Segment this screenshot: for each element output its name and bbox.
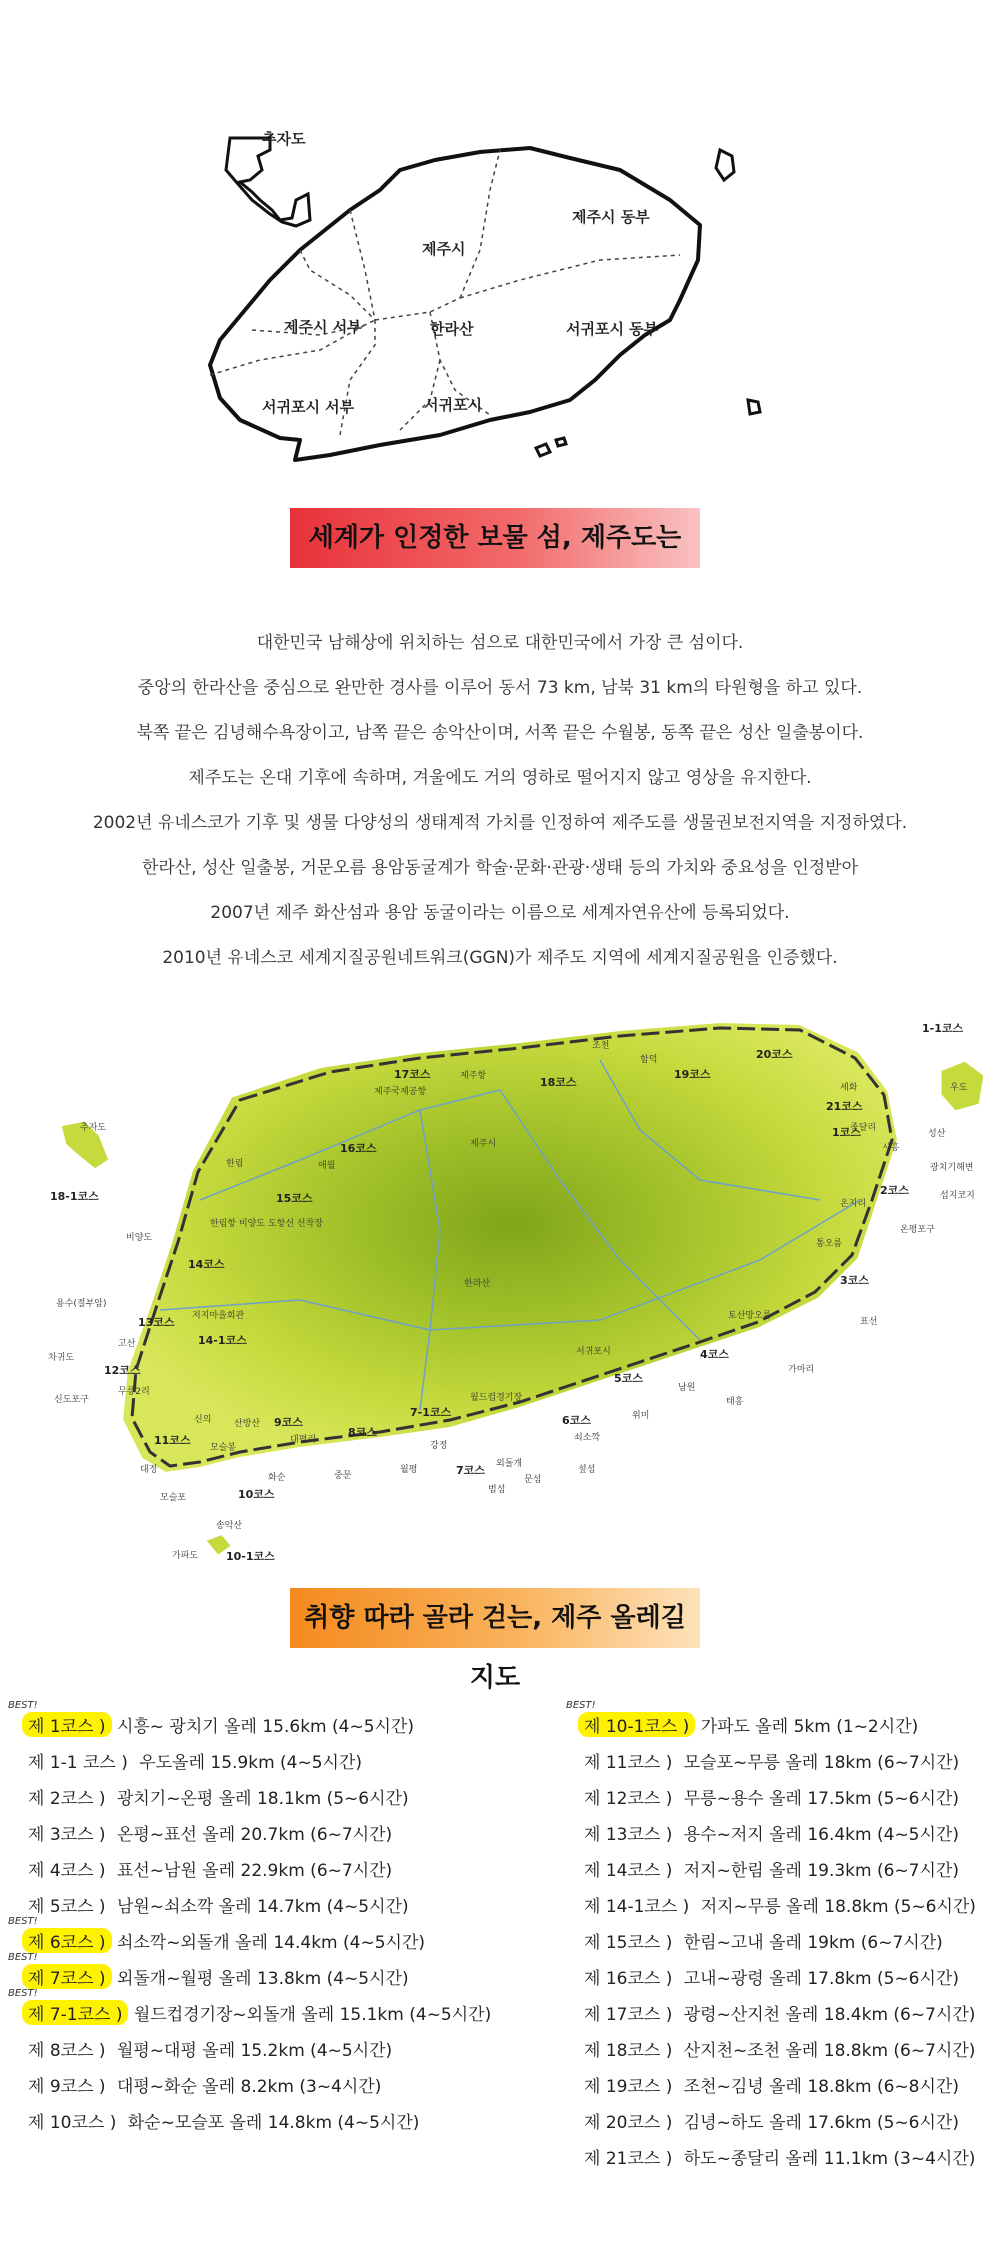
map-course-label: 1코스 (832, 1126, 861, 1139)
course-list-item (578, 1748, 959, 1773)
course-desc: 한림~고내 올레 19km (6~7시간) (683, 1933, 943, 1953)
map-place: 월드컵경기장 (470, 1393, 523, 1403)
course-name: 제 1-1 코스 ) (28, 1753, 128, 1773)
region-seogwipo-east: 서귀포시 동부 (566, 320, 659, 338)
map-place: 중문 (334, 1471, 352, 1481)
map-course-label: 7-1코스 (410, 1406, 452, 1419)
course-list-item (578, 1820, 959, 1845)
course-desc: 표선~남원 올레 22.9km (6~7시간) (116, 1861, 393, 1881)
best-badge: BEST! (8, 1916, 38, 1927)
map-place: 산방산 (234, 1419, 261, 1429)
map-place: 대평리 (290, 1435, 317, 1445)
map-place: 신의 (194, 1415, 212, 1425)
course-list-item (578, 1856, 959, 1881)
map-place: 제주시 (470, 1139, 497, 1149)
course-name: 제 14-1코스 ) (584, 1897, 690, 1917)
course-name: 제 10코스 ) (28, 2113, 117, 2133)
map-place: 종달리 (850, 1123, 877, 1133)
map-place: 위미 (632, 1411, 650, 1421)
map-course-label: 6코스 (562, 1414, 591, 1427)
course-list-item (578, 1964, 959, 1989)
map-place: 서귀포시 (576, 1347, 611, 1357)
course-name: 제 8코스 ) (28, 2041, 106, 2061)
course-list-item (22, 1820, 392, 1845)
map-course-label: 17코스 (394, 1068, 431, 1081)
course-desc: 산지천~조천 올레 18.8km (6~7시간) (683, 2041, 976, 2061)
course-name: 제 2코스 ) (28, 1789, 106, 1809)
map-course-label: 7코스 (456, 1464, 485, 1477)
course-list-item (578, 2036, 975, 2061)
course-desc: 김녕~하도 올레 17.6km (5~6시간) (683, 2113, 959, 2133)
map-place: 월평 (400, 1465, 418, 1475)
map-place: 한림 (226, 1159, 244, 1169)
course-list-item (22, 1892, 409, 1917)
map-course-label: 20코스 (756, 1048, 793, 1061)
map-place: 시흥 (882, 1143, 900, 1153)
map-place: 세화 (840, 1083, 858, 1093)
description-line: 대한민국 남해상에 위치하는 섬으로 대한민국에서 가장 큰 섬이다. (256, 633, 744, 653)
map-place: 화순 (268, 1473, 286, 1483)
course-desc: 가파도 올레 5km (1~2시간) (700, 1717, 919, 1737)
course-name: 제 11코스 ) (584, 1753, 673, 1773)
course-desc: 쇠소깍~외돌개 올레 14.4km (4~5시간) (116, 1933, 426, 1953)
course-name: 제 12코스 ) (584, 1789, 673, 1809)
course-name: 제 4코스 ) (28, 1861, 106, 1881)
description-line: 한라산, 성산 일출봉, 거문오름 용암동굴계가 학술·문화·관광·생태 등의 가치와 중요성을 인정받아 (141, 858, 859, 878)
course-list-item (578, 2000, 975, 2025)
course-list-item (22, 1856, 392, 1881)
map-place: 비양도 (126, 1233, 153, 1243)
map-course-label: 3코스 (840, 1274, 869, 1287)
map-course-label: 5코스 (614, 1372, 643, 1385)
map-course-label: 10코스 (238, 1488, 275, 1501)
course-name: 제 9코스 ) (28, 2077, 106, 2097)
course-name: 제 7-1코스 ) (22, 2000, 128, 2025)
best-badge: BEST! (8, 1988, 38, 1999)
map-place: 대정 (140, 1465, 158, 1475)
map-place: 송악산 (216, 1521, 243, 1531)
region-seogwipo: 서귀포시 (424, 396, 482, 414)
map-place: 외돌개 (496, 1459, 523, 1469)
course-desc: 대평~화순 올레 8.2km (3~4시간) (116, 2077, 382, 2097)
description-line: 2010년 유네스코 세계지질공원네트워크(GGN)가 제주도 지역에 세계지질공원을 인증했다. (162, 948, 838, 968)
map-course-label: 14코스 (188, 1258, 225, 1271)
course-list-item (22, 1928, 425, 1953)
map-place: 용수(절부암) (56, 1299, 107, 1309)
course-name: 제 20코스 ) (584, 2113, 673, 2133)
map-place: 추자도 (80, 1123, 107, 1133)
course-name: 제 1코스 ) (22, 1712, 112, 1737)
map-place: 문섬 (524, 1475, 542, 1485)
map-course-label: 21코스 (826, 1100, 863, 1113)
map-place: 성산 (928, 1129, 946, 1139)
course-list-item (22, 1784, 409, 1809)
section-banner-jeju: 세계가 인정한 보물 섬, 제주도는 (290, 508, 700, 568)
region-jeju-east: 제주시 동부 (572, 208, 650, 226)
map-course-label: 10-1코스 (226, 1550, 275, 1563)
course-name: 제 5코스 ) (28, 1897, 106, 1917)
map-place: 모슬포 (160, 1493, 187, 1503)
map-course-label: 14-1코스 (198, 1334, 247, 1347)
map-place: 함덕 (640, 1055, 658, 1065)
best-badge: BEST! (566, 1700, 596, 1711)
map-place: 저지마을회관 (192, 1311, 245, 1321)
map-place: 우도 (950, 1083, 968, 1093)
course-list-item (22, 2036, 392, 2061)
course-name: 제 21코스 ) (584, 2149, 673, 2169)
course-name: 제 10-1코스 ) (578, 1712, 695, 1737)
course-desc: 무릉~용수 올레 17.5km (5~6시간) (683, 1789, 959, 1809)
map-place: 범섬 (488, 1485, 506, 1495)
map-place: 온평포구 (900, 1225, 935, 1235)
course-name: 제 19코스 ) (584, 2077, 673, 2097)
region-outline-map (200, 130, 800, 490)
map-course-label: 8코스 (348, 1426, 377, 1439)
map-place: 표선 (860, 1317, 878, 1327)
map-course-label: 11코스 (154, 1434, 191, 1447)
course-desc: 고내~광령 올레 17.8km (5~6시간) (683, 1969, 959, 1989)
course-desc: 외돌개~월평 올레 13.8km (4~5시간) (116, 1969, 409, 1989)
course-list-item (578, 2144, 975, 2169)
map-course-label: 19코스 (674, 1068, 711, 1081)
map-course-label: 13코스 (138, 1316, 175, 1329)
course-desc: 광치기~온평 올레 18.1km (5~6시간) (116, 1789, 409, 1809)
course-desc: 광령~산지천 올레 18.4km (6~7시간) (683, 2005, 976, 2025)
course-list-item (578, 2072, 959, 2097)
map-place: 강정 (430, 1441, 448, 1451)
course-desc: 월드컵경기장~외돌개 올레 15.1km (4~5시간) (133, 2005, 492, 2025)
map-place: 차귀도 (48, 1353, 75, 1363)
map-place: 제주항 (460, 1071, 487, 1081)
map-place: 애월 (318, 1161, 336, 1171)
map-place: 통오름 (816, 1239, 843, 1249)
course-desc: 우도올레 15.9km (4~5시간) (139, 1753, 363, 1773)
map-place: 온지리 (840, 1199, 867, 1209)
description-line: 북쪽 끝은 김녕해수욕장이고, 남쪽 끝은 송악산이며, 서쪽 끝은 수월봉, 동쪽 끝은 성산 일출봉이다. (136, 723, 864, 743)
course-list-item (22, 1712, 414, 1737)
course-name: 제 7코스 ) (22, 1964, 112, 1989)
course-name: 제 15코스 ) (584, 1933, 673, 1953)
course-list-item (22, 2000, 491, 2025)
region-jeju-west: 제주시 서부 (284, 318, 362, 336)
course-name: 제 3코스 ) (28, 1825, 106, 1845)
course-desc: 월평~대평 올레 15.2km (4~5시간) (116, 2041, 393, 2061)
map-course-label: 1-1코스 (922, 1022, 964, 1035)
course-desc: 하도~종달리 올레 11.1km (3~4시간) (683, 2149, 976, 2169)
course-name: 제 14코스 ) (584, 1861, 673, 1881)
course-list-item (22, 2072, 381, 2097)
map-course-label: 4코스 (700, 1348, 729, 1361)
map-place: 남원 (678, 1383, 696, 1393)
best-badge: BEST! (8, 1952, 38, 1963)
course-list-item (578, 1892, 976, 1917)
course-list-item (578, 1784, 959, 1809)
map-course-label: 18코스 (540, 1076, 577, 1089)
course-desc: 용수~저지 올레 16.4km (4~5시간) (683, 1825, 959, 1845)
course-desc: 저지~한림 올레 19.3km (6~7시간) (683, 1861, 959, 1881)
map-place: 섶섬 (578, 1465, 596, 1475)
course-desc: 모슬포~무릉 올레 18km (6~7시간) (683, 1753, 960, 1773)
course-name: 제 16코스 ) (584, 1969, 673, 1989)
map-place: 제주국제공항 (374, 1087, 427, 1097)
map-course-label: 18-1코스 (50, 1190, 99, 1203)
course-list-item (22, 1964, 409, 1989)
map-course-label: 12코스 (104, 1364, 141, 1377)
course-name: 제 6코스 ) (22, 1928, 112, 1953)
map-place: 고산 (118, 1339, 136, 1349)
map-place: 무릉2리 (118, 1387, 150, 1397)
map-place: 토산망오름 (728, 1311, 772, 1321)
course-desc: 남원~쇠소깍 올레 14.7km (4~5시간) (116, 1897, 409, 1917)
map-place: 섭지코지 (940, 1191, 975, 1201)
map-place: 모슬봉 (210, 1443, 237, 1453)
course-desc: 시흥~ 광치기 올레 15.6km (4~5시간) (116, 1717, 414, 1737)
map-course-label: 9코스 (274, 1416, 303, 1429)
map-place: 광치기해변 (930, 1163, 974, 1173)
map-course-label: 16코스 (340, 1142, 377, 1155)
course-name: 제 17코스 ) (584, 2005, 673, 2025)
map-place: 태흥 (726, 1397, 744, 1407)
region-hallasan: 한라산 (430, 320, 474, 338)
map-place: 가파도 (172, 1551, 199, 1561)
course-list-item (22, 2108, 419, 2133)
region-chuja: 추자도 (262, 130, 306, 148)
description-line: 제주도는 온대 기후에 속하며, 겨울에도 거의 영하로 떨어지지 않고 영상을 유지한다. (188, 768, 812, 788)
map-course-label: 2코스 (880, 1184, 909, 1197)
course-desc: 온평~표선 올레 20.7km (6~7시간) (116, 1825, 393, 1845)
course-list-item (578, 1928, 943, 1953)
description-line: 2002년 유네스코가 기후 및 생물 다양성의 생태계적 가치를 인정하여 제주도를 생물권보전지역을 지정하였다. (92, 813, 908, 833)
course-desc: 조천~김녕 올레 18.8km (6~8시간) (683, 2077, 959, 2097)
map-place: 신도포구 (54, 1395, 89, 1405)
course-list-item (578, 1712, 918, 1737)
map-place: 한라산 (464, 1279, 491, 1289)
course-list-item (22, 1748, 362, 1773)
region-seogwipo-west: 서귀포시 서부 (262, 398, 355, 416)
map-place: 조천 (592, 1041, 610, 1051)
description-line: 2007년 제주 화산섬과 용암 동굴이라는 이름으로 세계자연유산에 등록되었다. (210, 903, 790, 923)
course-list-item (578, 2108, 959, 2133)
map-place: 한림항 비양도 도항선 선착장 (210, 1219, 323, 1229)
map-place: 가마리 (788, 1365, 815, 1375)
region-jeju: 제주시 (422, 240, 466, 258)
section-banner-olle: 취향 따라 골라 걷는, 제주 올레길 지도 (290, 1588, 700, 1648)
description-line: 중앙의 한라산을 중심으로 완만한 경사를 이루어 동서 73 km, 남북 31 km의 타원형을 하고 있다. (137, 678, 863, 698)
best-badge: BEST! (8, 1700, 38, 1711)
course-desc: 저지~무릉 올레 18.8km (5~6시간) (700, 1897, 976, 1917)
map-course-label: 15코스 (276, 1192, 313, 1205)
map-place: 쇠소깍 (574, 1433, 601, 1443)
course-name: 제 13코스 ) (584, 1825, 673, 1845)
course-desc: 화순~모슬포 올레 14.8km (4~5시간) (127, 2113, 420, 2133)
course-name: 제 18코스 ) (584, 2041, 673, 2061)
